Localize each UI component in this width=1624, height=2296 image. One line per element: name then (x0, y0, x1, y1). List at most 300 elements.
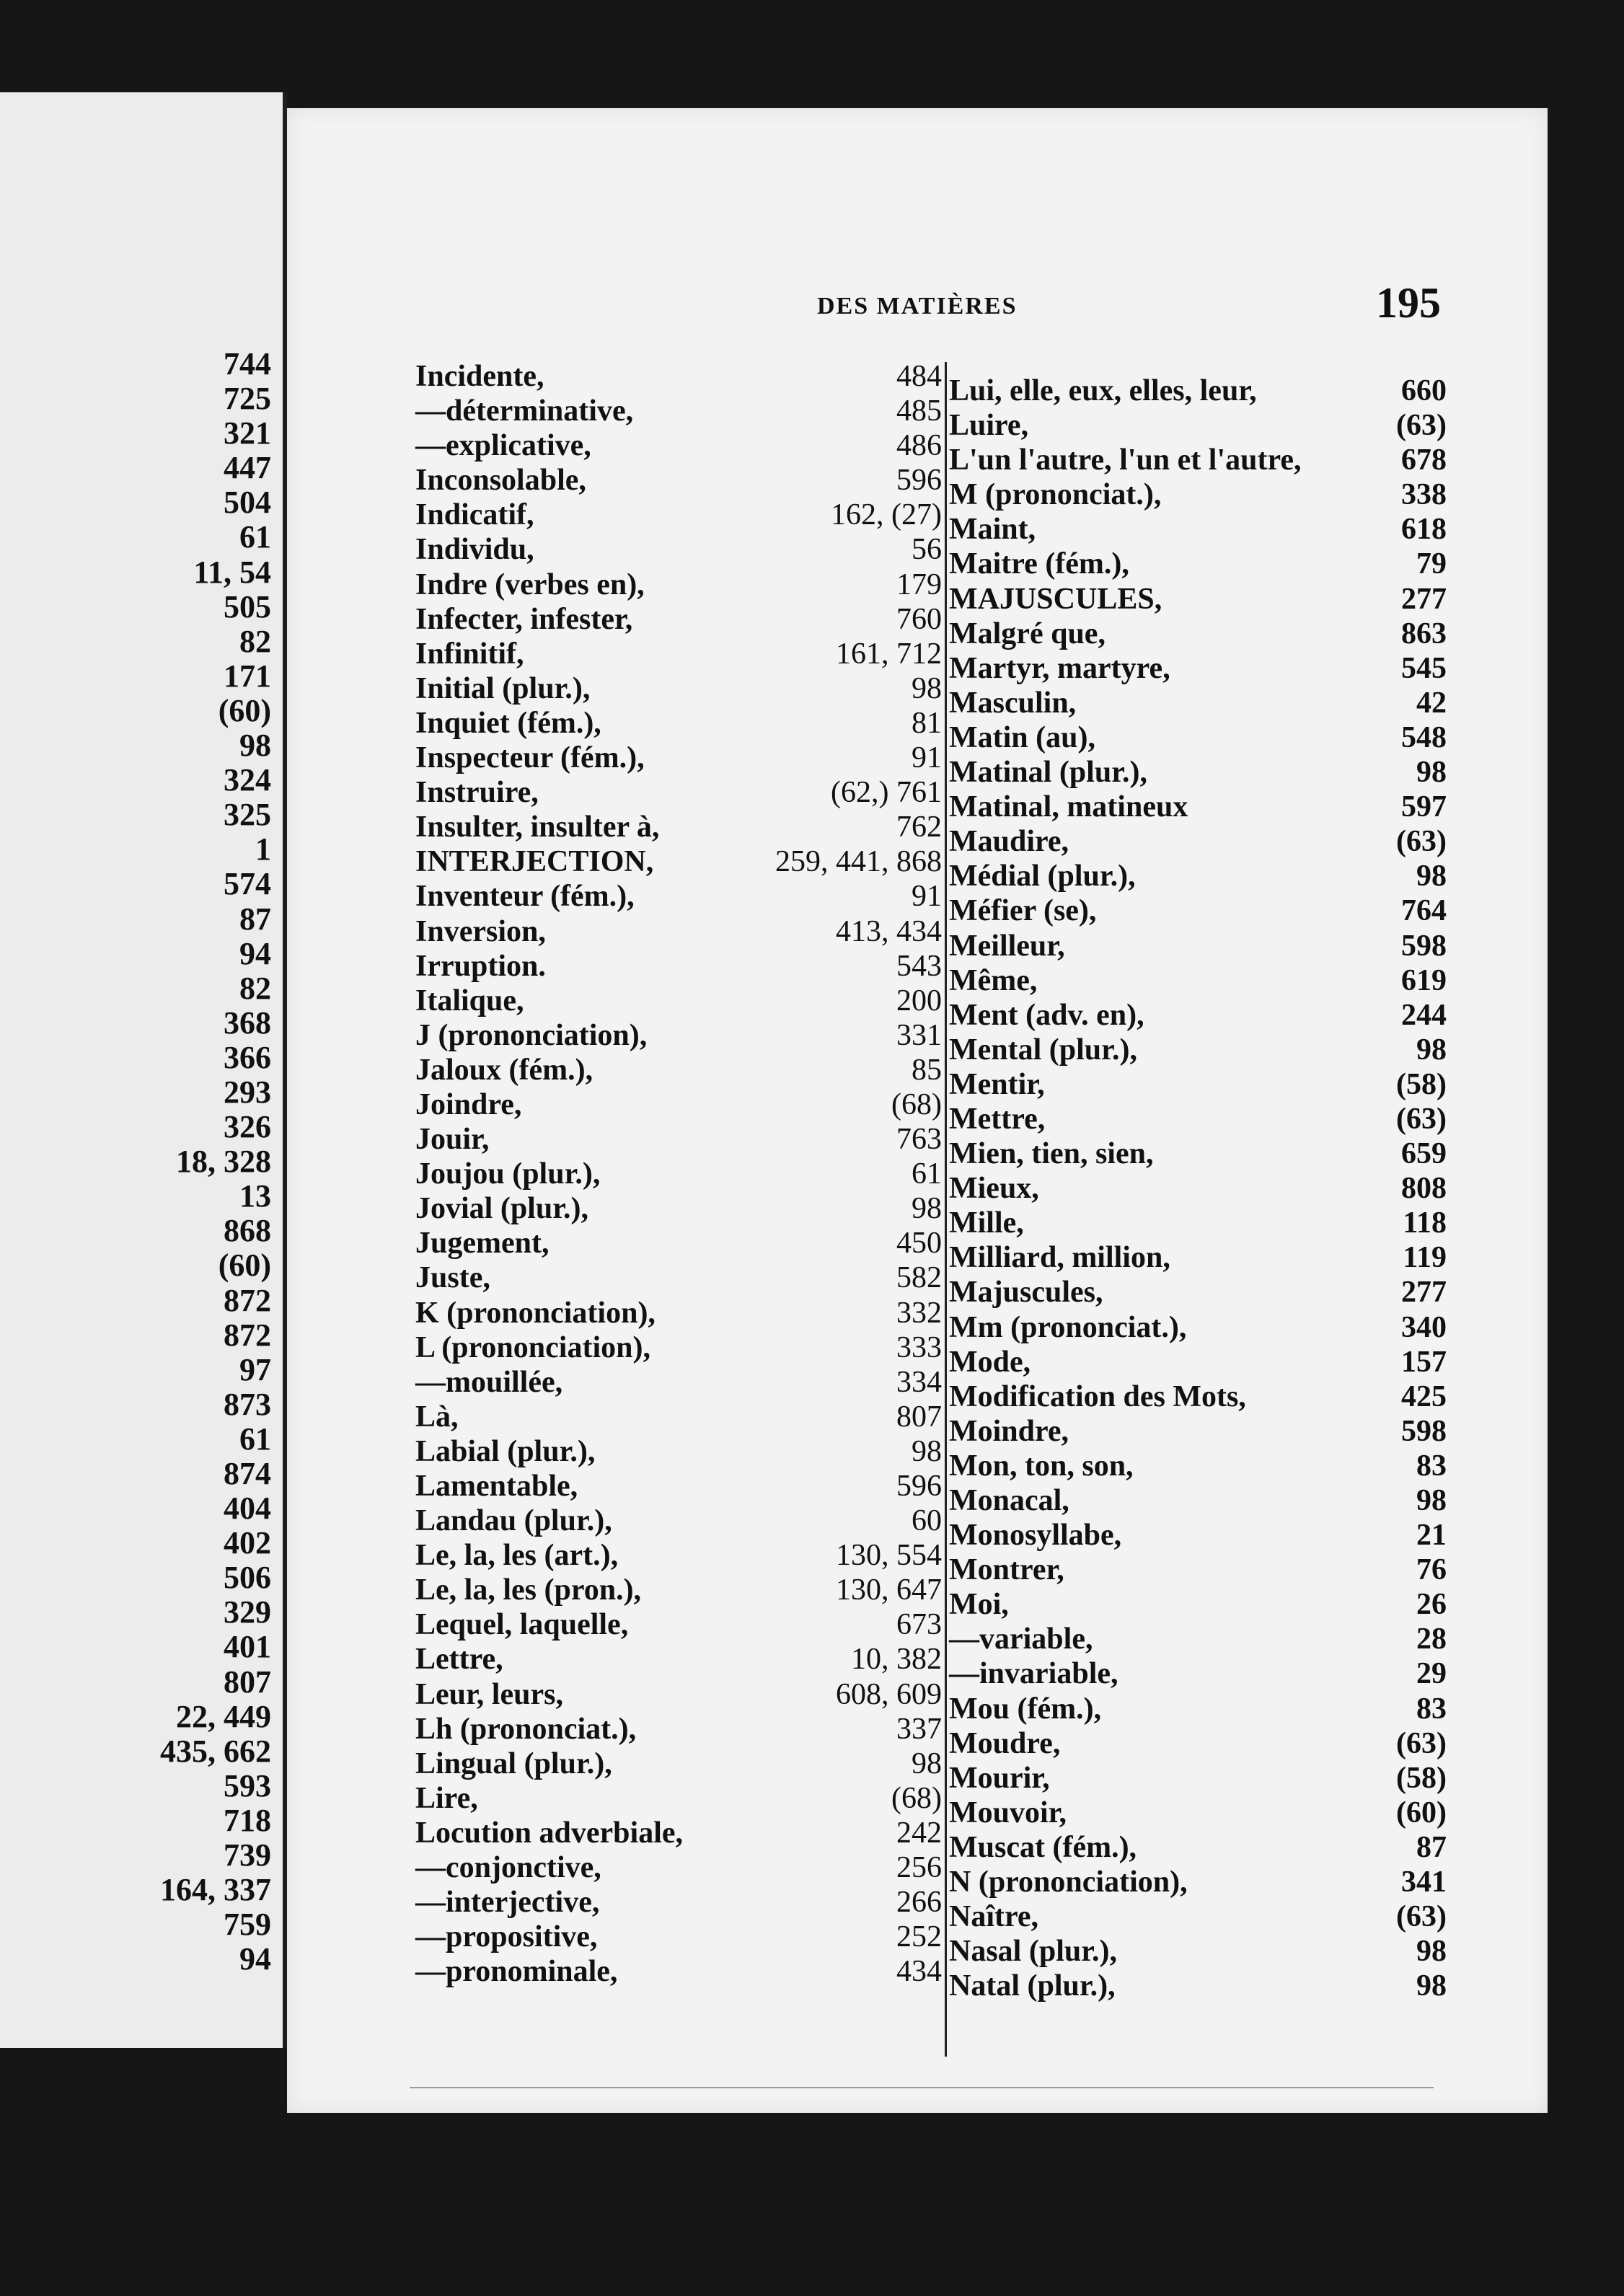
left-page-number: 98 (239, 728, 271, 764)
index-entry (415, 1260, 942, 1295)
index-page-ref: (63) (1396, 1102, 1447, 1136)
index-entry (415, 463, 942, 498)
index-page-ref: 98 (912, 1434, 942, 1468)
index-entry (415, 1747, 942, 1781)
index-page-ref: 673 (896, 1608, 942, 1642)
index-entry (415, 568, 942, 602)
index-term: Lh (prononciat.), (415, 1712, 637, 1746)
left-page-number: (60) (218, 692, 271, 728)
index-page-ref: 98 (1416, 1484, 1447, 1517)
left-page-number: 11, 54 (193, 554, 271, 590)
index-term: Mon, ton, son, (949, 1449, 1134, 1483)
index-page-ref: 130, 647 (836, 1573, 942, 1607)
index-entry (949, 720, 1447, 755)
index-term: Maudire, (949, 825, 1069, 859)
index-term: MAJUSCULES, (949, 582, 1162, 616)
left-page-number: 593 (224, 1767, 271, 1803)
index-term: Lettre, (415, 1643, 503, 1677)
index-term: Méfier (se), (949, 894, 1097, 928)
index-entry (949, 1136, 1447, 1171)
index-page-ref: 331 (896, 1018, 942, 1052)
index-entry (415, 879, 942, 914)
index-page-ref: 660 (1401, 374, 1447, 407)
index-term: Inspecteur (fém.), (415, 741, 645, 775)
index-entry (949, 1587, 1447, 1622)
index-entry (415, 1226, 942, 1260)
index-term: N (prononciation), (949, 1866, 1188, 1899)
index-entry (415, 1434, 942, 1469)
index-entry (415, 602, 942, 637)
index-page-ref: 484 (896, 360, 942, 393)
index-page-ref: (58) (1396, 1067, 1447, 1101)
index-term: Labial (plur.), (415, 1434, 596, 1468)
index-page-ref: (68) (891, 1087, 942, 1121)
index-page-ref: 98 (912, 671, 942, 705)
index-page-ref: 259, 441, 868 (775, 845, 942, 879)
index-page-ref: 83 (1416, 1692, 1447, 1726)
index-term: Médial (plur.), (949, 860, 1136, 893)
index-page-ref: 596 (896, 1470, 942, 1503)
index-entry (949, 1934, 1447, 1969)
index-entry (415, 1157, 942, 1191)
left-page-number: 87 (239, 901, 271, 937)
index-page-ref: 162, (27) (831, 498, 942, 532)
index-entry (415, 1122, 942, 1157)
index-entry (415, 1712, 942, 1747)
left-page-number: 402 (224, 1525, 271, 1561)
index-term: Ment (adv. en), (949, 998, 1144, 1032)
index-term: Lingual (plur.), (415, 1747, 612, 1780)
index-entry (949, 1449, 1447, 1483)
index-page-ref: (63) (1396, 825, 1447, 859)
index-page-ref: 413, 434 (836, 914, 942, 948)
index-entry (415, 1642, 942, 1677)
index-term: Mettre, (949, 1102, 1046, 1136)
left-page-number: 874 (224, 1456, 271, 1491)
left-page-number: 759 (224, 1907, 271, 1943)
left-page-number: 326 (224, 1109, 271, 1145)
index-term: Italique, (415, 984, 524, 1017)
index-term: Milliard, million, (949, 1241, 1170, 1275)
left-page-number: 329 (224, 1594, 271, 1630)
index-page-ref: 119 (1403, 1241, 1447, 1275)
index-page-ref: (62,) 761 (831, 776, 942, 810)
index-page-ref: 98 (1416, 1969, 1447, 2003)
index-entry (415, 1330, 942, 1365)
index-term: Mm (prononciat.), (949, 1310, 1187, 1344)
index-page-ref: 598 (1401, 929, 1447, 963)
index-term: Montrer, (949, 1553, 1064, 1587)
index-term: —explicative, (415, 429, 591, 463)
index-entry (949, 998, 1447, 1033)
index-term: —invariable, (949, 1657, 1118, 1691)
index-term: Naître, (949, 1900, 1039, 1934)
index-entry (949, 929, 1447, 963)
index-page-ref: 76 (1416, 1553, 1447, 1587)
index-term: Le, la, les (art.), (415, 1539, 619, 1573)
index-entry (949, 374, 1447, 408)
index-term: L'un l'autre, l'un et l'autre, (949, 443, 1302, 477)
index-entry (949, 1830, 1447, 1865)
index-term: Landau (plur.), (415, 1504, 612, 1538)
left-page-number: 504 (224, 485, 271, 521)
index-entry (949, 893, 1447, 928)
left-page (0, 92, 287, 2048)
index-term: L (prononciation), (415, 1330, 650, 1364)
index-entry (949, 1656, 1447, 1691)
left-page-number: 725 (224, 381, 271, 417)
index-entry (415, 637, 942, 671)
index-entry (415, 984, 942, 1018)
index-page-ref: (63) (1396, 1900, 1447, 1934)
index-term: Joujou (plur.), (415, 1157, 601, 1191)
index-entry (415, 1538, 942, 1573)
index-page-ref: 81 (912, 706, 942, 740)
index-page-ref: 338 (1401, 478, 1447, 512)
index-entry (415, 1191, 942, 1226)
left-page-number: 872 (224, 1317, 271, 1353)
index-entry (415, 1920, 942, 1954)
index-page-ref: 678 (1401, 443, 1447, 477)
index-page-ref: 85 (912, 1053, 942, 1087)
index-term: Mou (fém.), (949, 1692, 1102, 1726)
index-entry (415, 1607, 942, 1642)
index-entry (415, 706, 942, 741)
index-entry (949, 790, 1447, 824)
index-page-ref: 659 (1401, 1137, 1447, 1171)
index-page-ref: (58) (1396, 1761, 1447, 1795)
index-term: Natal (plur.), (949, 1969, 1116, 2003)
index-term: —déterminative, (415, 394, 634, 428)
index-term: Luire, (949, 409, 1029, 443)
index-entry (949, 1033, 1447, 1067)
left-page-number: 94 (239, 1941, 271, 1977)
index-entry (949, 1483, 1447, 1518)
index-term: Inversion, (415, 914, 546, 948)
index-term: Moi, (949, 1588, 1009, 1622)
index-entry (949, 1796, 1447, 1830)
index-term: Incidente, (415, 360, 544, 393)
index-term: INTERJECTION, (415, 845, 654, 879)
index-term: Leur, leurs, (415, 1677, 563, 1711)
left-page-number: 82 (239, 623, 271, 659)
index-page-ref: 130, 554 (836, 1539, 942, 1573)
index-entry (415, 1850, 942, 1885)
index-term: Lui, elle, eux, elles, leur, (949, 374, 1257, 407)
index-entry (415, 844, 942, 879)
page-number: 195 (1376, 279, 1441, 327)
index-term: Locution adverbiale, (415, 1816, 684, 1850)
index-entry (949, 1726, 1447, 1761)
index-page-ref: 450 (896, 1227, 942, 1260)
left-page-number: 401 (224, 1629, 271, 1665)
index-entry (415, 394, 942, 428)
left-page-number: 506 (224, 1560, 271, 1596)
index-term: Joindre, (415, 1087, 522, 1121)
index-page-ref: 277 (1401, 582, 1447, 616)
left-page-number: 164, 337 (160, 1872, 271, 1908)
index-entry (415, 1573, 942, 1607)
index-entry (949, 1206, 1447, 1240)
index-entry (949, 755, 1447, 790)
index-term: Jaloux (fém.), (415, 1053, 593, 1087)
index-page-ref: 582 (896, 1261, 942, 1295)
index-term: Indicatif, (415, 498, 534, 532)
index-entry (949, 512, 1447, 547)
index-page-ref: 28 (1416, 1622, 1447, 1656)
index-page-ref: 200 (896, 984, 942, 1017)
index-term: Jouir, (415, 1123, 490, 1157)
index-entry (415, 775, 942, 810)
index-page-ref: 118 (1403, 1206, 1447, 1240)
index-entry (415, 428, 942, 463)
index-entry (415, 1087, 942, 1122)
index-page-ref: 543 (896, 949, 942, 983)
left-page-number: 873 (224, 1386, 271, 1422)
index-page-ref: 56 (912, 533, 942, 567)
index-entry (415, 1365, 942, 1400)
left-page-number: 404 (224, 1491, 271, 1527)
index-entry (949, 1865, 1447, 1899)
index-page-ref: 608, 609 (836, 1677, 942, 1711)
index-term: Juste, (415, 1261, 490, 1295)
index-page-ref: 340 (1401, 1310, 1447, 1344)
left-page-number-column (160, 347, 271, 1977)
left-page-number: 807 (224, 1664, 271, 1700)
left-page-number: 868 (224, 1213, 271, 1249)
index-entry (415, 1400, 942, 1434)
index-term: Matinal (plur.), (949, 756, 1147, 790)
index-page-ref: 807 (896, 1400, 942, 1434)
index-column-left (415, 359, 942, 1989)
index-page-ref: 337 (896, 1712, 942, 1746)
left-page-number: 61 (239, 1421, 271, 1457)
index-entry (949, 1518, 1447, 1553)
index-entry (949, 1171, 1447, 1206)
index-term: Modification des Mots, (949, 1379, 1246, 1413)
index-page-ref: 61 (912, 1157, 942, 1191)
left-page-number: 505 (224, 588, 271, 624)
index-term: Moindre, (949, 1414, 1069, 1448)
index-entry (415, 1053, 942, 1087)
index-term: —interjective, (415, 1886, 600, 1920)
left-page-number: 22, 449 (176, 1698, 271, 1734)
index-entry (949, 824, 1447, 859)
index-term: Insulter, insulter à, (415, 811, 660, 844)
index-page-ref: 157 (1401, 1345, 1447, 1379)
index-entry (949, 859, 1447, 893)
index-page-ref: 21 (1416, 1519, 1447, 1553)
index-term: Infinitif, (415, 637, 524, 671)
index-term: Majuscules, (949, 1276, 1103, 1310)
index-page-ref: 332 (896, 1296, 942, 1330)
index-entry (415, 671, 942, 706)
index-term: Là, (415, 1400, 459, 1434)
index-page-ref: 548 (1401, 720, 1447, 754)
left-page-number: 739 (224, 1837, 271, 1873)
index-term: Martyr, martyre, (949, 651, 1170, 685)
index-term: Maint, (949, 513, 1036, 547)
index-entry (949, 963, 1447, 998)
index-page-ref: 545 (1401, 651, 1447, 685)
index-entry (949, 1310, 1447, 1345)
index-page-ref: 252 (896, 1920, 942, 1954)
index-term: Instruire, (415, 776, 539, 810)
index-term: Monosyllabe, (949, 1519, 1122, 1553)
index-page-ref: (63) (1396, 409, 1447, 443)
index-term: Inquiet (fém.), (415, 706, 601, 740)
index-term: Mourir, (949, 1761, 1050, 1795)
index-term: Muscat (fém.), (949, 1830, 1137, 1864)
index-term: Individu, (415, 533, 534, 567)
index-page-ref: 425 (1401, 1379, 1447, 1413)
index-term: Mille, (949, 1206, 1024, 1240)
index-page-ref: 341 (1401, 1866, 1447, 1899)
index-entry (949, 1240, 1447, 1275)
index-page-ref: 763 (896, 1123, 942, 1157)
index-term: Mieux, (949, 1172, 1039, 1206)
index-page-ref: 334 (896, 1365, 942, 1399)
index-term: Moudre, (949, 1726, 1061, 1760)
index-entry (415, 1677, 942, 1712)
left-page-number: 324 (224, 762, 271, 798)
index-term: Jugement, (415, 1227, 550, 1260)
left-page-number: (60) (218, 1248, 271, 1284)
index-page-ref: 762 (896, 811, 942, 844)
index-entry (949, 617, 1447, 651)
index-entry (415, 1885, 942, 1920)
left-page-number: 718 (224, 1802, 271, 1838)
index-entry (949, 1692, 1447, 1726)
index-entry (415, 532, 942, 567)
index-page-ref: 597 (1401, 790, 1447, 824)
index-term: Nasal (plur.), (949, 1935, 1117, 1969)
index-term: Jovial (plur.), (415, 1192, 588, 1226)
index-term: Maitre (fém.), (949, 547, 1129, 581)
index-page-ref: 26 (1416, 1588, 1447, 1622)
index-page-ref: (60) (1396, 1796, 1447, 1829)
index-term: —propositive, (415, 1920, 598, 1954)
index-entry (949, 1622, 1447, 1656)
column-divider (945, 362, 947, 2057)
index-page-ref: 266 (896, 1886, 942, 1920)
index-entry (949, 1379, 1447, 1414)
index-entry (415, 498, 942, 532)
index-term: Irruption. (415, 949, 546, 983)
index-term: Même, (949, 963, 1038, 997)
index-page-ref: (68) (891, 1781, 942, 1815)
index-page-ref: 10, 382 (851, 1643, 942, 1677)
index-term: K (prononciation), (415, 1296, 656, 1330)
index-page-ref: 485 (896, 394, 942, 428)
left-page-number: 447 (224, 450, 271, 486)
left-page-number: 574 (224, 866, 271, 902)
index-entry (949, 1414, 1447, 1449)
index-entry (415, 1781, 942, 1816)
index-term: —mouillée, (415, 1365, 563, 1399)
left-page-number: 368 (224, 1004, 271, 1041)
index-term: Le, la, les (pron.), (415, 1573, 642, 1607)
index-entry (949, 1067, 1447, 1102)
index-term: Malgré que, (949, 617, 1106, 650)
index-term: Lequel, laquelle, (415, 1608, 629, 1642)
index-term: Mode, (949, 1345, 1031, 1379)
index-term: —conjonctive, (415, 1851, 601, 1885)
index-page-ref: 596 (896, 464, 942, 498)
index-term: Indre (verbes en), (415, 568, 645, 601)
page-header-title: DES MATIÈRES (817, 293, 1018, 319)
index-page-ref: 91 (912, 880, 942, 914)
index-term: Initial (plur.), (415, 671, 591, 705)
index-entry (949, 477, 1447, 512)
left-page-number: 13 (239, 1178, 271, 1214)
left-page-number: 744 (224, 346, 271, 381)
index-page-ref: 83 (1416, 1449, 1447, 1483)
index-page-ref: 486 (896, 429, 942, 463)
index-entry (415, 741, 942, 775)
index-term: Lamentable, (415, 1470, 578, 1503)
index-page-ref: 242 (896, 1816, 942, 1850)
index-term: Mouvoir, (949, 1796, 1067, 1829)
index-entry (949, 547, 1447, 581)
index-term: Inconsolable, (415, 464, 586, 498)
left-page-number: 82 (239, 970, 271, 1006)
index-entry (415, 1954, 942, 1989)
index-entry (949, 1899, 1447, 1934)
index-page-ref: 256 (896, 1851, 942, 1885)
index-page-ref: 619 (1401, 963, 1447, 997)
index-entry (949, 686, 1447, 720)
left-page-number: 366 (224, 1039, 271, 1075)
left-page-number: 293 (224, 1074, 271, 1110)
index-page-ref: 863 (1401, 617, 1447, 650)
index-entry (415, 810, 942, 844)
index-entry (415, 914, 942, 949)
index-entry (949, 582, 1447, 617)
left-page-number: 872 (224, 1282, 271, 1318)
index-page-ref: 808 (1401, 1172, 1447, 1206)
right-page (287, 108, 1548, 2113)
index-term: M (prononciat.), (949, 478, 1162, 512)
index-entry (949, 1553, 1447, 1587)
left-page-number: 1 (255, 831, 271, 867)
index-page-ref: 618 (1401, 513, 1447, 547)
left-page-number: 321 (224, 415, 271, 451)
index-entry (415, 359, 942, 394)
index-page-ref: 434 (896, 1955, 942, 1989)
index-entry (949, 651, 1447, 686)
index-page-ref: 161, 712 (836, 637, 942, 671)
index-term: Mien, tien, sien, (949, 1137, 1154, 1171)
index-entry (415, 1296, 942, 1330)
index-page-ref: 98 (1416, 756, 1447, 790)
index-page-ref: 179 (896, 568, 942, 601)
index-entry (415, 1469, 942, 1504)
index-page-ref: 79 (1416, 547, 1447, 581)
index-page-ref: 98 (1416, 860, 1447, 893)
index-entry (415, 1018, 942, 1053)
index-entry (415, 1504, 942, 1538)
index-entry (949, 1969, 1447, 2003)
index-page-ref: 98 (912, 1192, 942, 1226)
index-page-ref: 277 (1401, 1276, 1447, 1310)
left-page-number: 435, 662 (160, 1733, 271, 1769)
index-term: Inventeur (fém.), (415, 880, 635, 914)
index-column-right (949, 374, 1447, 2003)
index-page-ref: 760 (896, 602, 942, 636)
index-entry (415, 1816, 942, 1850)
bottom-rule (410, 2087, 1434, 2088)
